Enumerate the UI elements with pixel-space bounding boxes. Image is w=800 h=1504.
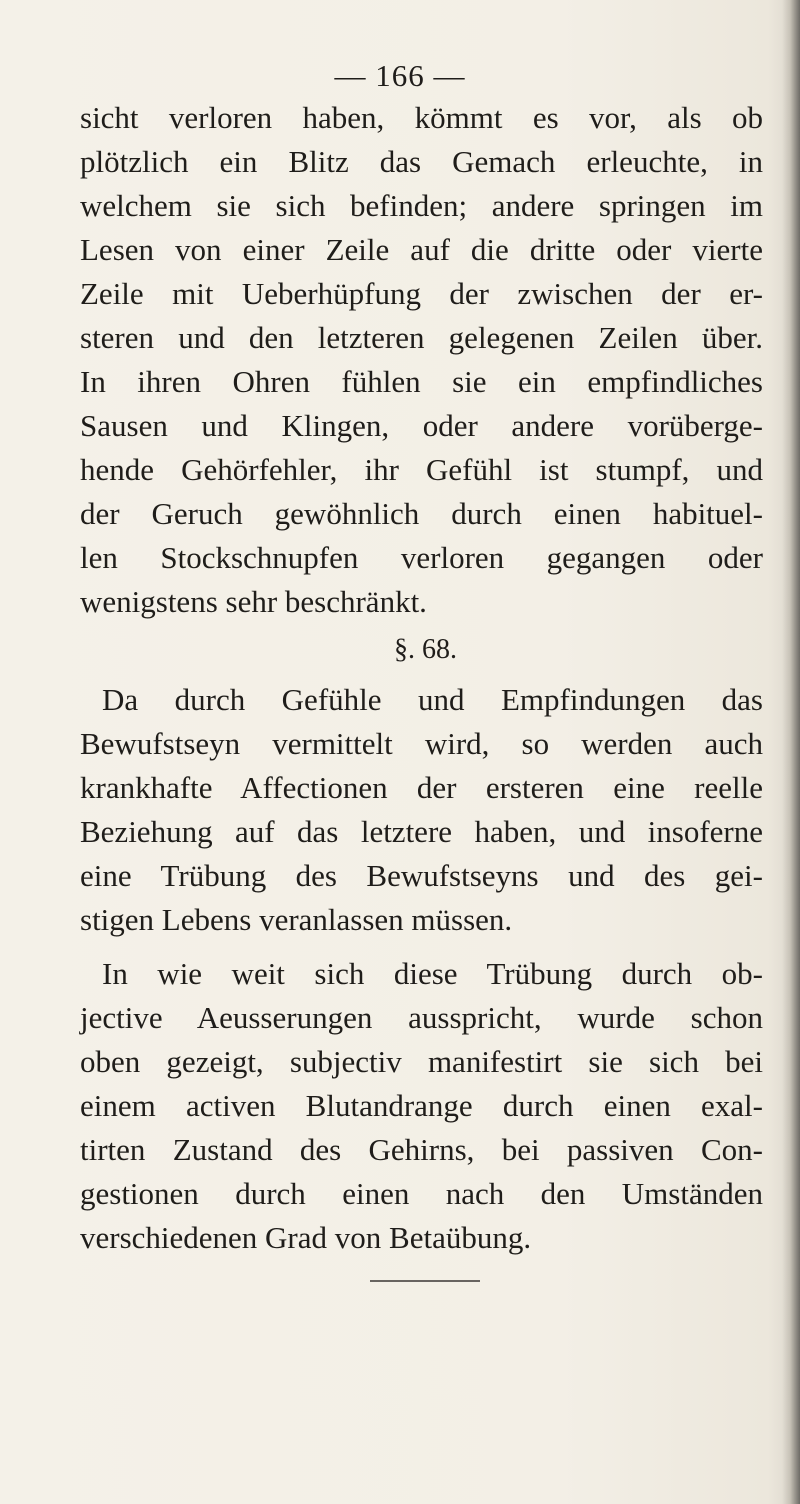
end-divider <box>370 1280 480 1282</box>
text-line: In ihren Ohren fühlen sie ein empfindliches <box>80 364 763 399</box>
text-line: gestionen durch einen nach den Umständen <box>80 1176 763 1211</box>
text-line: welchem sie sich befinden; andere springen im <box>80 188 763 223</box>
text-line: Sausen und Klingen, oder andere vorüberge- <box>80 408 763 443</box>
text-line: Lesen von einer Zeile auf die dritte oder vierte <box>80 232 763 267</box>
text-line: eine Trübung des Bewufstseyns und des gei- <box>80 858 763 893</box>
text-line: hende Gehörfehler, ihr Gefühl ist stumpf, und <box>80 452 763 487</box>
text-line: len Stockschnupfen verloren gegangen oder <box>80 540 763 575</box>
text-line: Da durch Gefühle und Empfindungen das <box>102 682 763 717</box>
text-line: der Geruch gewöhnlich durch einen habituel- <box>80 496 763 531</box>
text-line: steren und den letzteren gelegenen Zeilen über. <box>80 320 763 355</box>
text-line: Bewufstseyn vermittelt wird, so werden auch <box>80 726 763 761</box>
page-number: — 166 — <box>334 58 466 93</box>
text-line: Zeile mit Ueberhüpfung der zwischen der er- <box>80 276 763 311</box>
text-line: sicht verloren haben, kömmt es vor, als ob <box>80 100 763 135</box>
text-line: einem activen Blutandrange durch einen exal- <box>80 1088 763 1123</box>
text-line: jective Aeusserungen ausspricht, wurde schon <box>80 1000 763 1035</box>
text-line: krankhafte Affectionen der ersteren eine reelle <box>80 770 763 805</box>
text-line: plötzlich ein Blitz das Gemach erleuchte, in <box>80 144 763 179</box>
text-line: wenigstens sehr beschränkt. <box>80 584 427 619</box>
text-line: verschiedenen Grad von Betaübung. <box>80 1220 532 1255</box>
text-line: In wie weit sich diese Trübung durch ob- <box>102 956 763 991</box>
page-edge-shadow <box>782 0 800 1504</box>
text-line: stigen Lebens veranlassen müssen. <box>80 902 513 937</box>
text-line: Beziehung auf das letztere haben, und insoferne <box>80 814 763 849</box>
text-line: oben gezeigt, subjectiv manifestirt sie sich bei <box>80 1044 763 1079</box>
text-line: tirten Zustand des Gehirns, bei passiven Con- <box>80 1132 763 1167</box>
section-heading: §. 68. <box>394 634 457 665</box>
